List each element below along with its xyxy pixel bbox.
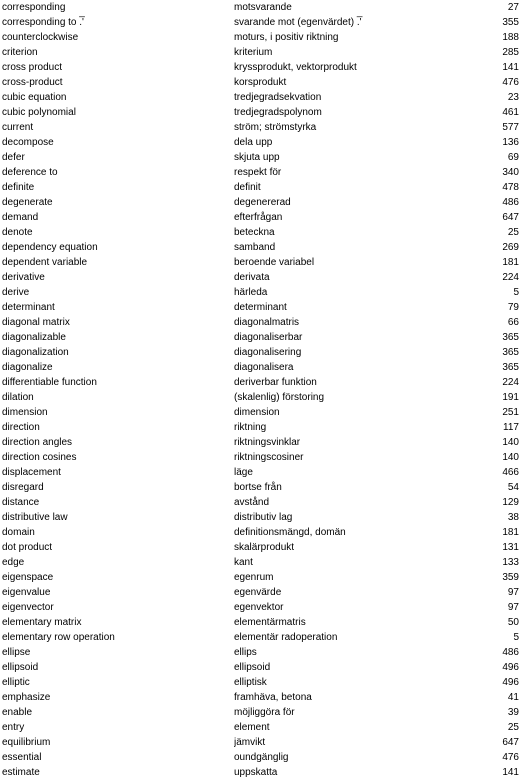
swedish-term: tredjegradsekvation	[234, 92, 322, 103]
english-term: ellipsoid	[2, 662, 39, 673]
glossary-row	[0, 0, 521, 15]
english-term: eigenspace	[2, 572, 54, 583]
swedish-term: (skalenlig) förstoring	[234, 392, 325, 403]
glossary-row	[0, 375, 521, 390]
swedish-term: framhäva, betona	[234, 692, 312, 703]
page-number: 5	[513, 632, 519, 643]
glossary-row	[0, 405, 521, 420]
english-term: demand	[2, 212, 39, 223]
english-term: elliptic	[2, 677, 30, 688]
page-number: 191	[502, 392, 519, 403]
swedish-term: ellips	[234, 647, 257, 658]
english-term: diagonal matrix	[2, 317, 70, 328]
glossary-row	[0, 765, 521, 779]
glossary-row	[0, 195, 521, 210]
english-term: cubic polynomial	[2, 107, 76, 118]
glossary-row	[0, 615, 521, 630]
swedish-term: diagonaliserbar	[234, 332, 303, 343]
page-number: 365	[502, 347, 519, 358]
english-term: equilibrium	[2, 737, 51, 748]
swedish-term: tredjegradspolynom	[234, 107, 322, 118]
glossary-row	[0, 675, 521, 690]
page-number: 466	[502, 467, 519, 478]
swedish-term: samband	[234, 242, 276, 253]
english-term: degenerate	[2, 197, 53, 208]
english-term: derivative	[2, 272, 45, 283]
page-number: 461	[502, 107, 519, 118]
swedish-term: degenererad	[234, 197, 291, 208]
swedish-term: riktning	[234, 422, 267, 433]
glossary-row	[0, 660, 521, 675]
swedish-term: svarande mot (egenvärdet) .̅'	[234, 17, 362, 28]
glossary-row	[0, 360, 521, 375]
english-term: dependent variable	[2, 257, 88, 268]
page-number: 365	[502, 362, 519, 373]
page-number: 496	[502, 662, 519, 673]
swedish-term: element	[234, 722, 270, 733]
page-number: 23	[507, 92, 519, 103]
swedish-term: kant	[234, 557, 253, 568]
page-number: 478	[502, 182, 519, 193]
english-term: diagonalize	[2, 362, 53, 373]
page-number: 66	[507, 317, 519, 328]
page-number: 25	[507, 722, 519, 733]
english-term: displacement	[2, 467, 61, 478]
swedish-term: deriverbar funktion	[234, 377, 317, 388]
swedish-term: egenvärde	[234, 587, 282, 598]
english-term: criterion	[2, 47, 38, 58]
english-term: determinant	[2, 302, 55, 313]
page-number: 5	[513, 287, 519, 298]
page-number: 365	[502, 332, 519, 343]
english-term: dimension	[2, 407, 48, 418]
page-number: 476	[502, 752, 519, 763]
english-term: cross product	[2, 62, 63, 73]
glossary-row	[0, 315, 521, 330]
english-term: elementary row operation	[2, 632, 115, 643]
swedish-term: oundgänglig	[234, 752, 289, 763]
glossary-row	[0, 450, 521, 465]
swedish-term: definit	[234, 182, 261, 193]
glossary-row	[0, 300, 521, 315]
english-term: counterclockwise	[2, 32, 79, 43]
glossary-row	[0, 210, 521, 225]
page-number: 133	[502, 557, 519, 568]
page-number: 79	[507, 302, 519, 313]
english-term: cross-product	[2, 77, 63, 88]
english-term: corresponding	[2, 2, 66, 13]
swedish-term: derivata	[234, 272, 270, 283]
glossary-row	[0, 15, 521, 30]
english-term: direction	[2, 422, 40, 433]
page-number: 140	[502, 437, 519, 448]
swedish-term: kryssprodukt, vektorprodukt	[234, 62, 357, 73]
page-number: 486	[502, 647, 519, 658]
swedish-term: motsvarande	[234, 2, 292, 13]
swedish-term: egenvektor	[234, 602, 284, 613]
english-term: deference to	[2, 167, 58, 178]
glossary-row	[0, 555, 521, 570]
page-number: 486	[502, 197, 519, 208]
page-number: 97	[507, 587, 519, 598]
swedish-term: elementär radoperation	[234, 632, 338, 643]
glossary-row	[0, 540, 521, 555]
glossary-row	[0, 585, 521, 600]
glossary-row	[0, 570, 521, 585]
swedish-term: ellipsoid	[234, 662, 271, 673]
page-number: 117	[503, 422, 519, 433]
page-number: 285	[502, 47, 519, 58]
page-number: 131	[502, 542, 519, 553]
swedish-term: jämvikt	[234, 737, 266, 748]
page-number: 224	[502, 377, 519, 388]
page-number: 39	[507, 707, 519, 718]
page-number: 54	[507, 482, 519, 493]
english-term: diagonalizable	[2, 332, 66, 343]
swedish-term: avstånd	[234, 497, 270, 508]
page-number: 141	[502, 62, 519, 73]
english-term: ellipse	[2, 647, 31, 658]
glossary-row	[0, 510, 521, 525]
swedish-term: diagonalisera	[234, 362, 294, 373]
glossary-row	[0, 285, 521, 300]
page-number: 647	[502, 737, 519, 748]
page-number: 359	[502, 572, 519, 583]
english-term: derive	[2, 287, 30, 298]
page-number: 25	[507, 227, 519, 238]
page-number: 136	[502, 137, 519, 148]
glossary-row	[0, 495, 521, 510]
glossary-row	[0, 345, 521, 360]
page-number: 577	[502, 122, 519, 133]
swedish-term: riktningscosiner	[234, 452, 304, 463]
glossary-row	[0, 75, 521, 90]
english-term: disregard	[2, 482, 44, 493]
glossary-row	[0, 630, 521, 645]
glossary-row	[0, 150, 521, 165]
swedish-term: beroende variabel	[234, 257, 315, 268]
glossary-row	[0, 330, 521, 345]
english-term: entry	[2, 722, 25, 733]
swedish-term: definitionsmängd, domän	[234, 527, 346, 538]
page-number: 181	[502, 527, 519, 538]
page-number: 129	[502, 497, 519, 508]
english-term: distributive law	[2, 512, 68, 523]
english-term: eigenvalue	[2, 587, 51, 598]
page-number: 27	[507, 2, 519, 13]
swedish-term: efterfrågan	[234, 212, 283, 223]
glossary-row	[0, 465, 521, 480]
swedish-term: elementärmatris	[234, 617, 306, 628]
page-number: 224	[502, 272, 519, 283]
glossary-row	[0, 720, 521, 735]
glossary-row	[0, 30, 521, 45]
swedish-term: distributiv lag	[234, 512, 293, 523]
glossary-row	[0, 435, 521, 450]
page-number: 41	[507, 692, 519, 703]
swedish-term: läge	[234, 467, 253, 478]
swedish-term: diagonalisering	[234, 347, 302, 358]
swedish-term: determinant	[234, 302, 287, 313]
english-term: current	[2, 122, 34, 133]
glossary-row	[0, 105, 521, 120]
english-term: defer	[2, 152, 25, 163]
english-term: essential	[2, 752, 42, 763]
swedish-term: beteckna	[234, 227, 275, 238]
glossary-row	[0, 600, 521, 615]
english-term: corresponding to .̅'	[2, 17, 84, 28]
page-number: 496	[502, 677, 519, 688]
swedish-term: diagonalmatris	[234, 317, 300, 328]
swedish-term: uppskatta	[234, 767, 278, 778]
swedish-term: skjuta upp	[234, 152, 280, 163]
glossary-row	[0, 705, 521, 720]
glossary-row	[0, 420, 521, 435]
swedish-term: riktningsvinklar	[234, 437, 301, 448]
english-term: denote	[2, 227, 33, 238]
glossary-row	[0, 735, 521, 750]
english-term: direction angles	[2, 437, 73, 448]
glossary-row	[0, 255, 521, 270]
page-number: 269	[502, 242, 519, 253]
english-term: eigenvector	[2, 602, 54, 613]
swedish-term: ström; strömstyrka	[234, 122, 317, 133]
glossary-row	[0, 270, 521, 285]
glossary-row	[0, 120, 521, 135]
page-number: 50	[507, 617, 519, 628]
page-number: 141	[502, 767, 519, 778]
page-number: 69	[507, 152, 519, 163]
glossary-row	[0, 690, 521, 705]
swedish-term: kriterium	[234, 47, 273, 58]
swedish-term: dela upp	[234, 137, 273, 148]
page-number: 476	[502, 77, 519, 88]
glossary-row	[0, 60, 521, 75]
glossary-row	[0, 480, 521, 495]
english-term: edge	[2, 557, 25, 568]
swedish-term: skalärprodukt	[234, 542, 295, 553]
english-term: elementary matrix	[2, 617, 82, 628]
glossary-row	[0, 750, 521, 765]
page-number: 251	[502, 407, 519, 418]
swedish-term: dimension	[234, 407, 280, 418]
glossary-row	[0, 90, 521, 105]
swedish-term: elliptisk	[234, 677, 267, 688]
english-term: estimate	[2, 767, 40, 778]
swedish-term: egenrum	[234, 572, 274, 583]
swedish-term: respekt för	[234, 167, 282, 178]
english-term: cubic equation	[2, 92, 67, 103]
glossary-row	[0, 645, 521, 660]
swedish-term: moturs, i positiv riktning	[234, 32, 339, 43]
english-term: differentiable function	[2, 377, 97, 388]
glossary-row	[0, 45, 521, 60]
swedish-term: möjliggöra för	[234, 707, 295, 718]
page-number: 38	[507, 512, 519, 523]
swedish-term: korsprodukt	[234, 77, 287, 88]
english-term: dot product	[2, 542, 53, 553]
english-term: decompose	[2, 137, 54, 148]
english-term: dependency equation	[2, 242, 98, 253]
page-number: 140	[502, 452, 519, 463]
english-term: dilation	[2, 392, 34, 403]
english-term: diagonalization	[2, 347, 69, 358]
glossary-row	[0, 225, 521, 240]
glossary-row	[0, 165, 521, 180]
english-term: distance	[2, 497, 40, 508]
page-number: 188	[502, 32, 519, 43]
glossary-row	[0, 525, 521, 540]
english-term: enable	[2, 707, 33, 718]
swedish-term: härleda	[234, 287, 268, 298]
page-number: 97	[507, 602, 519, 613]
page-number: 355	[502, 17, 519, 28]
glossary-row	[0, 180, 521, 195]
glossary-row	[0, 240, 521, 255]
glossary-row	[0, 390, 521, 405]
english-term: emphasize	[2, 692, 51, 703]
page-number: 181	[502, 257, 519, 268]
page-number: 647	[502, 212, 519, 223]
english-term: definite	[2, 182, 35, 193]
glossary-row	[0, 135, 521, 150]
swedish-term: bortse från	[234, 482, 282, 493]
english-term: direction cosines	[2, 452, 77, 463]
english-term: domain	[2, 527, 35, 538]
page-number: 340	[502, 167, 519, 178]
